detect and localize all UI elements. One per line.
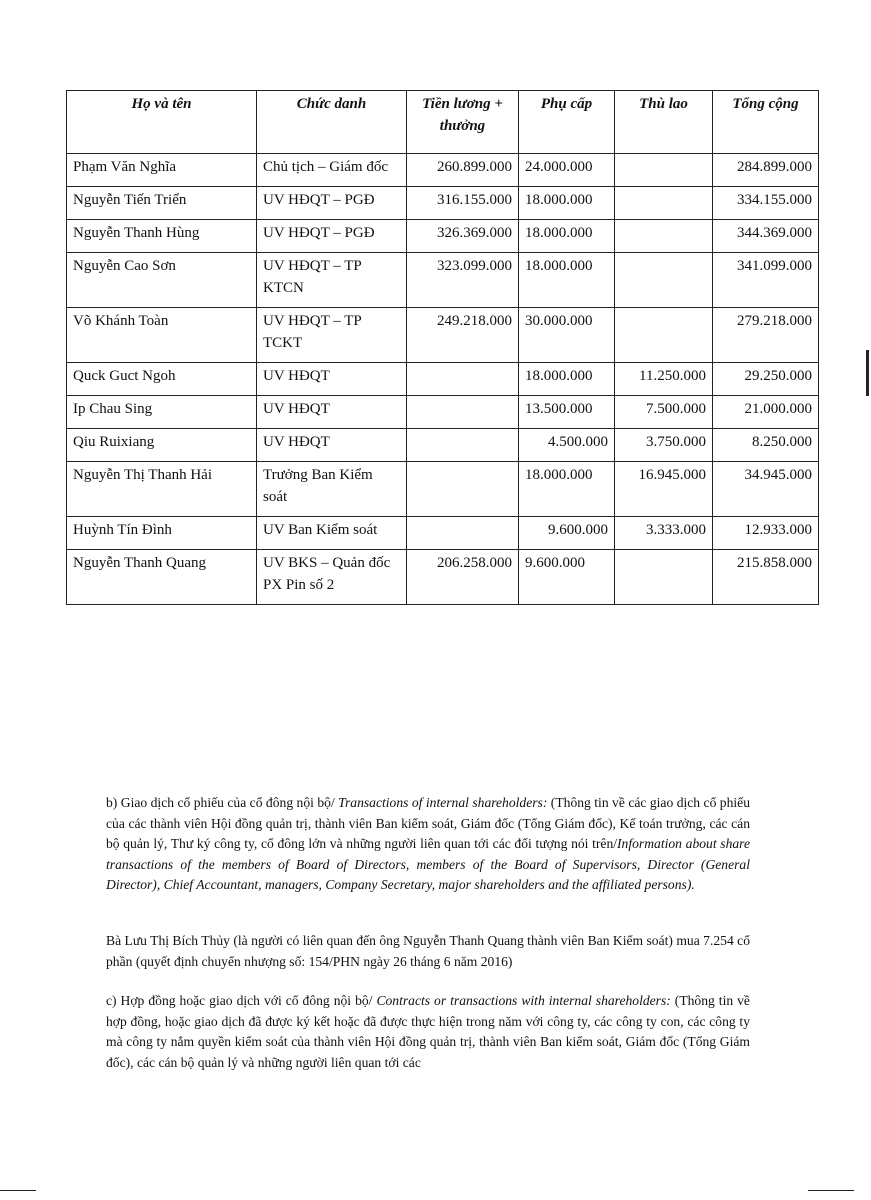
section-b-note: Bà Lưu Thị Bích Thủy (là người có liên quan đến ông Nguyễn Thanh Quang thành viên Ban Kiểm soát) mua 7.254 cổ phần (quyết định chuyển nhượng số: 154/PHN ngày 26 tháng 6 năm 2016): [106, 933, 750, 969]
cell-salary: 260.899.000: [407, 154, 519, 187]
section-b-lead-en: Transactions of internal shareholders:: [338, 795, 548, 810]
scan-edge-mark: [866, 350, 869, 396]
section-b-body-vi: (Thông tin về các giao dịch cổ phiếu của các thành viên Hội đồng quản trị, thành viên Ban kiểm soát, Giám đốc (Tổng Giám đốc), Kế toán trưởng, các cán bộ quản lý, Thư ký công ty, cổ đông lớn và những người liên quan tới các đối tượng nói trên/: [106, 795, 751, 851]
cell-remuneration: [615, 253, 713, 308]
cell-allowance: 18.000.000: [519, 363, 615, 396]
cell-remuneration: 11.250.000: [615, 363, 713, 396]
cell-name: Võ Khánh Toàn: [67, 308, 257, 363]
header-total: Tổng cộng: [713, 91, 819, 154]
cell-title: UV BKS – Quản đốc PX Pin số 2: [257, 550, 407, 605]
cell-name: Phạm Văn Nghĩa: [67, 154, 257, 187]
cell-salary: [407, 363, 519, 396]
cell-allowance: 18.000.000: [519, 253, 615, 308]
section-b-lead: b) Giao dịch cổ phiếu của cổ đông nội bộ/: [106, 795, 339, 810]
cell-salary: [407, 429, 519, 462]
cell-total: 284.899.000: [713, 154, 819, 187]
compensation-table: [66, 90, 819, 605]
header-name: Họ và tên: [67, 91, 257, 154]
cell-name: Qiu Ruixiang: [67, 429, 257, 462]
table-row: [67, 253, 819, 308]
cell-remuneration: 3.750.000: [615, 429, 713, 462]
scan-bottom-right-mark: [808, 1190, 854, 1191]
cell-title: UV HĐQT: [257, 396, 407, 429]
cell-total: 215.858.000: [713, 550, 819, 605]
cell-total: 344.369.000: [713, 220, 819, 253]
cell-salary: 249.218.000: [407, 308, 519, 363]
table-row: [67, 429, 819, 462]
table-row: [67, 220, 819, 253]
cell-remuneration: [615, 550, 713, 605]
cell-title: UV HĐQT – PGĐ: [257, 220, 407, 253]
section-b-body-en: Information about share transactions of the members of Board of Directors, members of the Board of Supervisors, Director (General Director), Chief Accountant, managers, Company Secretary, major shareholders and the affiliated persons).: [106, 836, 750, 892]
cell-remuneration: [615, 220, 713, 253]
cell-salary: 206.258.000: [407, 550, 519, 605]
section-c-paragraph: [106, 991, 750, 1073]
table-row: [67, 187, 819, 220]
cell-name: Quck Guct Ngoh: [67, 363, 257, 396]
cell-salary: [407, 396, 519, 429]
section-b-paragraph: [106, 793, 750, 896]
cell-title: UV Ban Kiểm soát: [257, 517, 407, 550]
cell-title: UV HĐQT – TP TCKT: [257, 308, 407, 363]
cell-name: Nguyễn Cao Sơn: [67, 253, 257, 308]
cell-total: 29.250.000: [713, 363, 819, 396]
cell-name: Ip Chau Sing: [67, 396, 257, 429]
cell-allowance: 9.600.000: [519, 517, 615, 550]
cell-title: Chủ tịch – Giám đốc: [257, 154, 407, 187]
table-row: [67, 462, 819, 517]
cell-total: 334.155.000: [713, 187, 819, 220]
cell-title: UV HĐQT: [257, 429, 407, 462]
cell-total: 8.250.000: [713, 429, 819, 462]
table-row: [67, 363, 819, 396]
table-header-row: [67, 91, 819, 154]
cell-allowance: 13.500.000: [519, 396, 615, 429]
cell-salary: [407, 517, 519, 550]
table-row: [67, 308, 819, 363]
cell-remuneration: 7.500.000: [615, 396, 713, 429]
cell-name: Nguyễn Thanh Quang: [67, 550, 257, 605]
section-c-lead-en: Contracts or transactions with internal shareholders:: [376, 993, 671, 1008]
cell-total: 341.099.000: [713, 253, 819, 308]
cell-allowance: 9.600.000: [519, 550, 615, 605]
header-remuneration: Thù lao: [615, 91, 713, 154]
header-allowance: Phụ cấp: [519, 91, 615, 154]
section-c-lead: c) Hợp đồng hoặc giao dịch với cổ đông nội bộ/: [106, 993, 377, 1008]
cell-total: 21.000.000: [713, 396, 819, 429]
table-row: [67, 550, 819, 605]
cell-total: 12.933.000: [713, 517, 819, 550]
cell-remuneration: 3.333.000: [615, 517, 713, 550]
cell-salary: [407, 462, 519, 517]
table-row: [67, 517, 819, 550]
header-title: Chức danh: [257, 91, 407, 154]
cell-allowance: 30.000.000: [519, 308, 615, 363]
scan-bottom-left-mark: [0, 1190, 36, 1191]
cell-allowance: 18.000.000: [519, 187, 615, 220]
cell-allowance: 18.000.000: [519, 462, 615, 517]
cell-allowance: 24.000.000: [519, 154, 615, 187]
cell-name: Nguyễn Tiến Triển: [67, 187, 257, 220]
header-salary: Tiền lương + thưởng: [407, 91, 519, 154]
cell-name: Huỳnh Tín Đình: [67, 517, 257, 550]
cell-title: Trưởng Ban Kiểm soát: [257, 462, 407, 517]
cell-title: UV HĐQT – TP KTCN: [257, 253, 407, 308]
cell-salary: 316.155.000: [407, 187, 519, 220]
cell-allowance: 4.500.000: [519, 429, 615, 462]
cell-salary: 326.369.000: [407, 220, 519, 253]
cell-name: Nguyễn Thị Thanh Hải: [67, 462, 257, 517]
cell-title: UV HĐQT: [257, 363, 407, 396]
cell-title: UV HĐQT – PGĐ: [257, 187, 407, 220]
cell-allowance: 18.000.000: [519, 220, 615, 253]
cell-salary: 323.099.000: [407, 253, 519, 308]
cell-total: 34.945.000: [713, 462, 819, 517]
cell-remuneration: [615, 154, 713, 187]
cell-remuneration: [615, 308, 713, 363]
table-row: [67, 396, 819, 429]
table-row: [67, 154, 819, 187]
cell-remuneration: [615, 187, 713, 220]
cell-name: Nguyễn Thanh Hùng: [67, 220, 257, 253]
section-c-body-vi: (Thông tin về hợp đồng, hoặc giao dịch đã được ký kết hoặc đã được thực hiện trong năm với công ty, các công ty con, các công ty mà công ty nắm quyền kiểm soát của thành viên Hội đồng quản trị, thành viên Ban kiểm soát, Giám đốc (Tổng Giám đốc), các cán bộ quản lý và những người liên quan tới các: [106, 993, 750, 1070]
cell-total: 279.218.000: [713, 308, 819, 363]
cell-remuneration: 16.945.000: [615, 462, 713, 517]
